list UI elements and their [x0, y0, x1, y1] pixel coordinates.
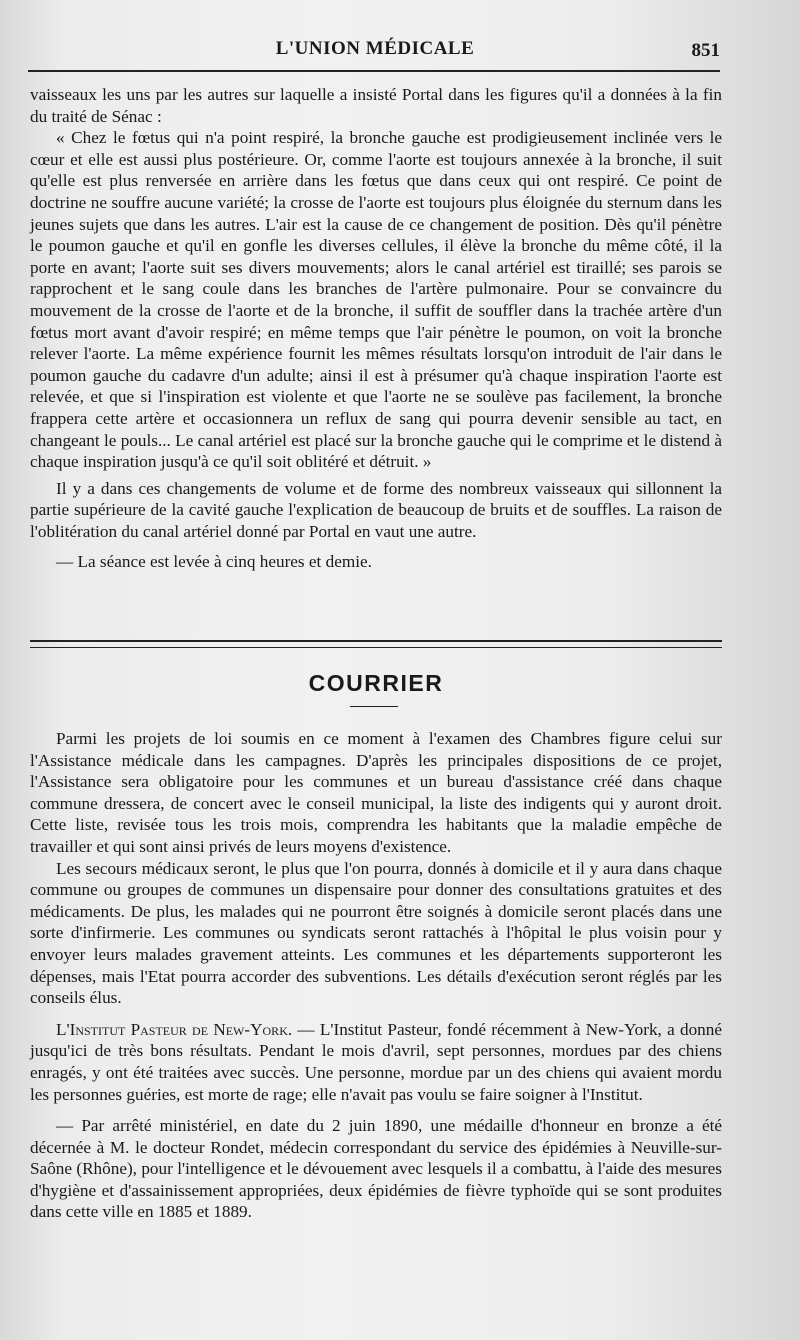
paragraph: Parmi les projets de loi soumis en ce moment à l'examen des Chambres figure celui sur l'Assistance médicale dans les campagnes. D'après les principales dispositions de ce projet, l'Assistance sera obligatoire pour les communes et un bureau d'assistance créé dans chaque commune dressera, de concert avec le conseil municipal, la liste des indigents qui y auront droit. Cette liste, revisée tous les trois mois, comprendra les habitants que la maladie empêche de travailler et qui sont ainsi privés de leurs moyens d'existence. — [30, 729, 722, 856]
page-header — [30, 38, 720, 68]
section-courrier — [30, 728, 722, 1223]
section-portal-quote — [30, 84, 722, 573]
running-title: L'UNION MÉDICALE — [275, 38, 475, 59]
paragraph: Il y a dans ces changements de volume et de forme des nombreux vaisseaux qui sillonnent la partie supérieure de la cavité gauche l'explication de beaucoup de bruits et de souffles. La raison de l'oblitération du canal artériel donné par Portal en vaut une autre. — [30, 478, 722, 541]
paragraph: Les secours médicaux seront, le plus que l'on pourra, donnés à domicile et il y aura dans chaque commune ou groupes de communes un dispensaire pour donner des consultations gratuites et des médicaments. De plus, les malades qui ne pourront être soignés à domicile seront placés dans une sorte d'infirmerie. Les communes ou syndicats seront rattachés à l'hôpital le plus voisin pour y envoyer leurs malades gravement atteints. Les communes et les départements supporteront les dépenses, mais l'Etat pourra accorder des subventions. Les détails d'exécution seront réglés par les conseils élus. — [30, 858, 722, 1008]
closing-line: — La séance est levée à cinq heures et demie. — [56, 552, 372, 572]
pasteur-paragraph — [30, 1019, 722, 1105]
section-title: COURRIER — [308, 670, 444, 696]
page-number: 851 — [691, 40, 720, 61]
paragraph: — Par arrêté ministériel, en date du 2 juin 1890, une médaille d'honneur en bronze a été décernée à M. le docteur Rondet, médecin correspondant du service des épidémies à Neuville-sur-Saône (Rhône), pour l'intelligence et le dévouement avec lesquels il a combattu, à l'aide des mesures d'hygiène et d'assainissement appropriées, deux épidémies de fièvre typhoïde qui se sont produites dans cette ville en 1885 et 1889. — [30, 1116, 722, 1222]
title-underline — [350, 706, 398, 707]
section-divider — [30, 640, 722, 648]
paragraph: vaisseaux les uns par les autres sur laquelle a insisté Portal dans les figures qu'il a données à la fin du traité de Sénac : — [30, 85, 722, 126]
pasteur-label: L'Institut Pasteur de New-York. — [56, 1019, 293, 1039]
header-rule — [28, 70, 720, 72]
pasteur-text: — L'Institut Pasteur, fondé récemment à New-York, a donné jusqu'ici de très bons résultats. Pendant le mois d'avril, sept personnes, mordues par des chiens enragés, y ont été traitées avec succès. Une personne, mordue par un des chiens qui avaient mordu les personnes guéries, est morte de rage; elle n'avait pas voulu se faire soigner à l'Institut. — [30, 1019, 722, 1104]
quote-paragraph: « Chez le fœtus qui n'a point respiré, la bronche gauche est prodigieusement inclinée vers le cœur et elle est aussi plus postérieure. Or, comme l'aorte est toujours annexée à la bronche, il suit qu'elle est plus renversée en arrière dans les fœtus que dans ceux qui ont respiré. Ce point de doctrine ne souffre aucune variété; la crosse de l'aorte est toujours plus éloignée du sternum dans les jeunes sujets que dans les autres. L'air est la cause de ce changement de position. Dès qu'il pénètre le poumon gauche et qu'il en gonfle les diverses cellules, il élève la bronche du même côté, il la porte en avant; l'aorte suit ses divers mouvements; alors le canal artériel est tiraillé; ses parois se rapprochent et le sang coule dans les branches de l'artère pulmonaire. Pour se convaincre du mouvement de la crosse de l'aorte et de la bronche, il suffit de souffler dans la trachée artère d'un fœtus mort avant d'avoir respiré; en même temps que l'air pénètre le poumon, on voit la bronche relever l'aorte. La même expérience fournit les mêmes résultats lorsqu'on introduit de l'air dans le poumon gauche du cadavre d'un adulte; ainsi il est à présumer qu'à chaque inspiration l'aorte est relevée, et que si l'inspiration est violente et que l'aorte ne se soulève pas facilement, la bronche frappera cette artère et occasionnera un reflux de sang qui pourra devenir sensible au tact, en changeant le pouls... Le canal artériel est placé sur la bronche gauche qui le comprime et le distend à chaque inspiration jusqu'à ce qu'il soit oblitéré et détruit. » — [30, 128, 722, 472]
